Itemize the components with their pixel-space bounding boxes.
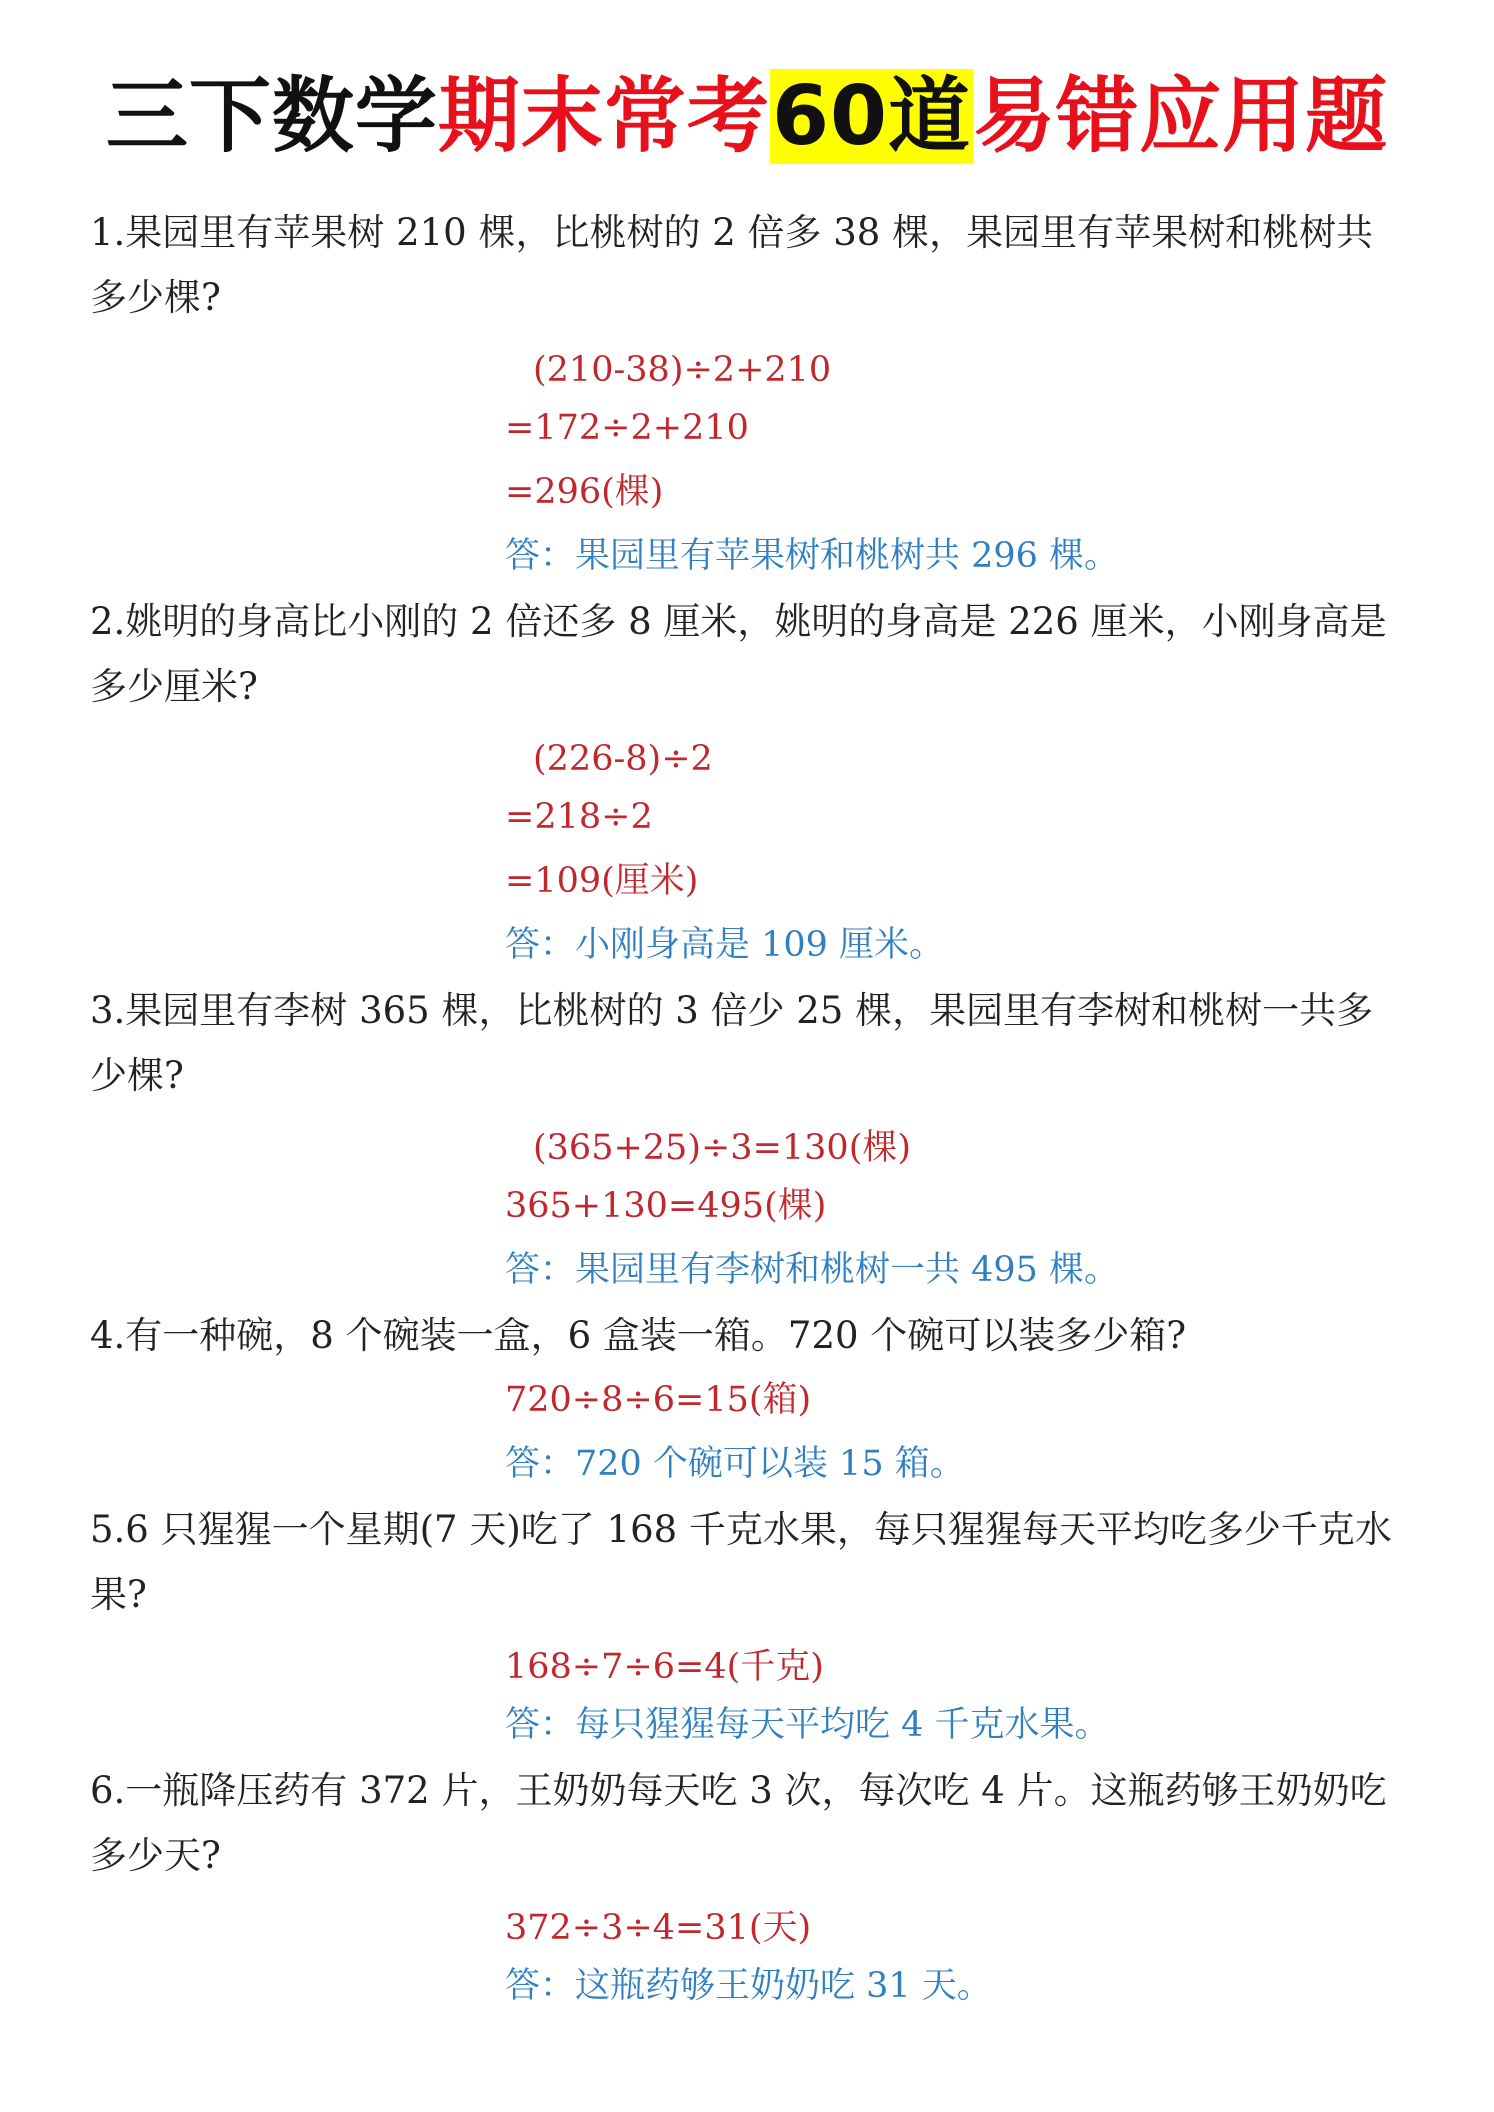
problem-list	[90, 200, 1410, 2019]
problem-solution	[505, 1902, 1410, 2019]
problem-question: 6.一瓶降压药有 372 片，王奶奶每天吃 3 次，每次吃 4 片。这瓶药够王奶奶吃多少天?	[90, 1769, 1387, 1877]
problem-6	[90, 1758, 1410, 2019]
title-part-exam: 期末常考	[437, 69, 770, 164]
problem-question: 2.姚明的身高比小刚的 2 倍还多 8 厘米，姚明的身高是 226 厘米，小刚身高是多少厘米?	[90, 600, 1387, 708]
problem-2	[90, 589, 1410, 978]
page-title	[0, 62, 1494, 172]
problem-question: 4.有一种碗，8 个碗装一盒，6 盒装一箱。720 个碗可以装多少箱?	[90, 1314, 1187, 1357]
solution-step: 372÷3÷4=31(天)	[505, 1908, 812, 1948]
solution-step: 168÷7÷6=4(千克)	[505, 1647, 824, 1687]
problem-1	[90, 200, 1410, 589]
title-part-grade: 三下数学	[105, 69, 438, 164]
solution-answer: 答：小刚身高是 109 厘米。	[505, 925, 945, 965]
solution-step: 365+130=495(棵)	[505, 1186, 827, 1226]
problem-4	[90, 1303, 1410, 1497]
solution-answer: 答：720 个碗可以装 15 箱。	[505, 1444, 965, 1484]
problem-3	[90, 978, 1410, 1303]
problem-question: 1.果园里有苹果树 210 棵，比桃树的 2 倍多 38 棵，果园里有苹果树和桃树共多少棵?	[90, 211, 1374, 319]
solution-step: =296(棵)	[505, 472, 664, 512]
solution-answer: 答：这瓶药够王奶奶吃 31 天。	[505, 1966, 992, 2006]
problem-solution	[505, 1641, 1410, 1758]
solution-step: 720÷8÷6=15(箱)	[505, 1380, 812, 1420]
solution-step: (365+25)÷3=130(棵)	[533, 1128, 912, 1168]
problem-solution	[505, 1122, 1410, 1303]
problem-solution	[505, 344, 1410, 589]
problem-question: 5.6 只猩猩一个星期(7 天)吃了 168 千克水果，每只猩猩每天平均吃多少千克水果?	[90, 1508, 1392, 1616]
problem-5	[90, 1497, 1410, 1758]
title-part-topic: 易错应用题	[973, 69, 1389, 164]
solution-step: (210-38)÷2+210	[533, 350, 832, 390]
problem-solution	[505, 1368, 1410, 1497]
problem-question: 3.果园里有李树 365 棵，比桃树的 3 倍少 25 棵，果园里有李树和桃树一共多少棵?	[90, 989, 1374, 1097]
solution-answer: 答：每只猩猩每天平均吃 4 千克水果。	[505, 1705, 1110, 1745]
solution-answer: 答：果园里有苹果树和桃树共 296 棵。	[505, 536, 1120, 576]
solution-step: =109(厘米)	[505, 861, 699, 901]
title-part-count: 60道	[771, 69, 972, 164]
solution-step: =218÷2	[505, 797, 653, 837]
solution-answer: 答：果园里有李树和桃树一共 495 棵。	[505, 1250, 1120, 1290]
solution-step: =172÷2+210	[505, 408, 749, 448]
problem-solution	[505, 733, 1410, 978]
solution-step: (226-8)÷2	[533, 739, 713, 779]
